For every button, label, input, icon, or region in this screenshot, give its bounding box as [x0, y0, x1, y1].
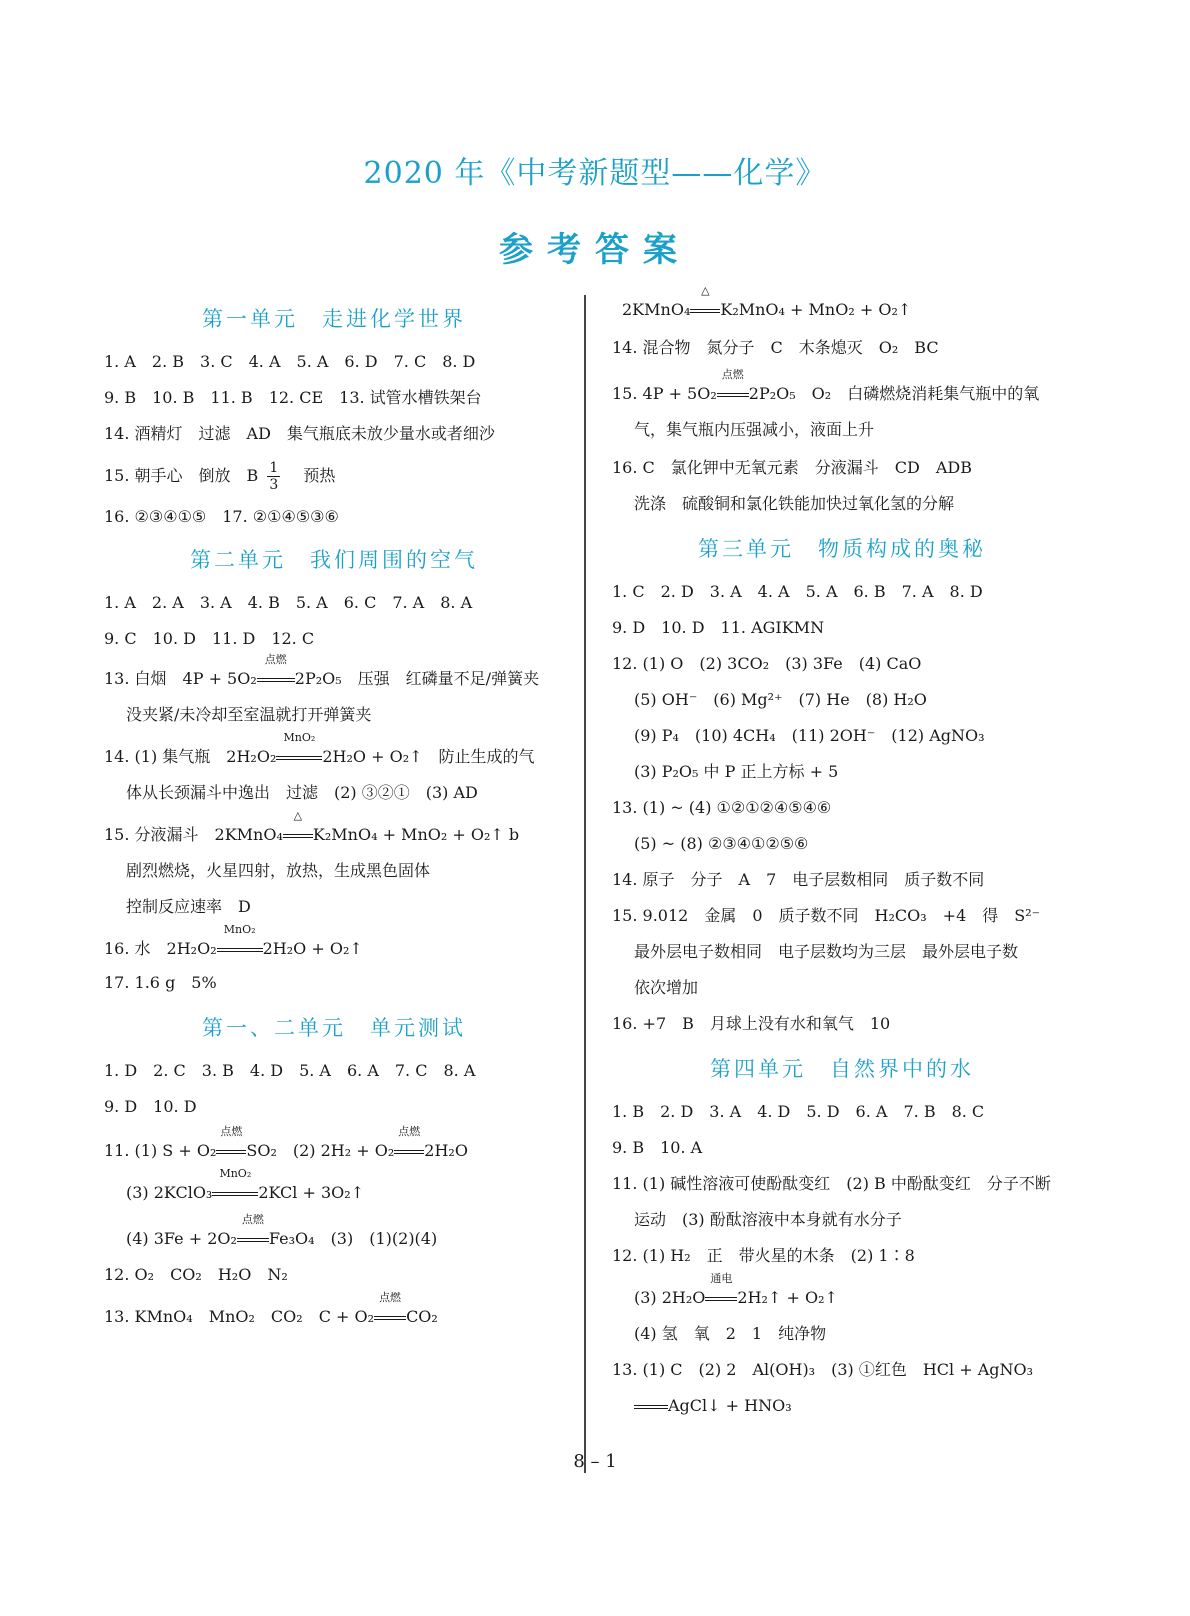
answer-text: 2KMnO₄ — [622, 300, 691, 319]
answer-text: 2P₂O₅ 压强 红磷量不足/弹簧夹 — [294, 669, 540, 688]
answer-text: 13. 白烟 4P + 5O₂ — [104, 669, 257, 688]
answer-line: 1. D 2. C 3. B 4. D 5. A 6. A 7. C 8. A — [104, 1061, 476, 1080]
reaction-arrow — [212, 1167, 258, 1203]
answer-text: K₂MnO₄ + MnO₂ + O₂↑ b — [312, 825, 520, 844]
answer-text: 2H₂O — [424, 1141, 468, 1160]
answer-text: 预热 — [303, 466, 336, 485]
reaction-condition: 点燃 — [264, 653, 287, 666]
answer-line: (5) ~ (8) ②③④①②⑤⑥ — [634, 834, 809, 853]
answer-text: 15. 朝手心 倒放 B — [104, 466, 259, 485]
reaction-arrow — [634, 1396, 668, 1416]
answer-line: 17. 1.6 g 5% — [104, 973, 217, 992]
reaction-arrow — [705, 1272, 737, 1308]
answer-line: (4) 氢 氧 2 1 纯净物 — [634, 1324, 827, 1343]
reaction-arrow — [283, 809, 313, 845]
reaction-condition: △ — [701, 284, 710, 297]
answer-text: Fe₃O₄ (3) (1)(2)(4) — [268, 1229, 438, 1248]
reaction-condition: 点燃 — [379, 1291, 402, 1304]
answer-line: 9. C 10. D 11. D 12. C — [104, 629, 315, 648]
reaction-condition: MnO₂ — [219, 1167, 252, 1180]
answer-text: 14. (1) 集气瓶 2H₂O₂ — [104, 747, 277, 766]
answer-line: 1. C 2. D 3. A 4. A 5. A 6. B 7. A 8. D — [612, 582, 983, 601]
section-heading-unit4: 第四单元 自然界中的水 — [710, 1057, 974, 1081]
reaction-arrow — [237, 1213, 269, 1249]
right-column — [612, 284, 1072, 1432]
answer-line: 12. (1) H₂ 正 带火星的木条 (2) 1∶8 — [612, 1246, 915, 1265]
answer-line — [126, 1213, 564, 1249]
answer-text: K₂MnO₄ + MnO₂ + O₂↑ — [720, 300, 912, 319]
section-heading-unit1: 第一单元 走进化学世界 — [202, 307, 466, 331]
answer-line: 9. B 10. B 11. B 12. CE 13. 试管水槽铁架台 — [104, 388, 482, 407]
answer-line: 1. B 2. D 3. A 4. D 5. D 6. A 7. B 8. C — [612, 1102, 985, 1121]
reaction-condition: MnO₂ — [223, 923, 256, 936]
answer-text: 11. (1) S + O₂ — [104, 1141, 217, 1160]
answer-line: 9. D 10. D 11. AGIKMN — [612, 618, 825, 637]
answer-line — [104, 1291, 564, 1327]
answer-text: 2KCl + 3O₂↑ — [258, 1183, 365, 1202]
section-heading-unit3: 第三单元 物质构成的奥秘 — [698, 537, 986, 561]
answer-line: 剧烈燃烧，火星四射，放热，生成黑色固体 — [126, 861, 431, 880]
answer-line: 洗涤 硫酸铜和氯化铁能加快过氧化氢的分解 — [634, 494, 955, 513]
fraction-denominator: 3 — [269, 477, 279, 493]
answer-text: 16. 水 2H₂O₂ — [104, 939, 217, 958]
reaction-arrow — [690, 284, 720, 320]
answer-line: (5) OH⁻ (6) Mg²⁺ (7) He (8) H₂O — [634, 690, 927, 709]
answer-line: 体从长颈漏斗中逸出 过滤 (2) ③②① (3) AD — [126, 783, 478, 802]
answer-line: 没夹紧/未冷却至室温就打开弹簧夹 — [126, 705, 372, 724]
answer-text: CO₂ — [406, 1307, 438, 1326]
left-column — [104, 300, 564, 1343]
answer-text: 15. 分液漏斗 2KMnO₄ — [104, 825, 283, 844]
section-heading-unit2: 第二单元 我们周围的空气 — [190, 548, 478, 572]
fraction-numerator: 1 — [269, 460, 279, 476]
answer-line: 气，集气瓶内压强减小，液面上升 — [634, 420, 875, 439]
reaction-condition: 点燃 — [220, 1125, 243, 1138]
reaction-condition: 点燃 — [398, 1125, 421, 1138]
answer-line: 13. (1) C (2) 2 Al(OH)₃ (3) ①红色 HCl + AgNO₃ — [612, 1360, 1034, 1379]
reaction-arrow — [394, 1125, 424, 1161]
answer-line: 16. C 氯化钾中无氧元素 分液漏斗 CD ADB — [612, 458, 972, 477]
reaction-arrow — [257, 653, 295, 689]
answer-text: 2P₂O₅ O₂ 白磷燃烧消耗集气瓶中的氧 — [748, 384, 1040, 403]
answer-text: 2H₂O + O₂↑ — [262, 939, 363, 958]
answer-line — [104, 460, 564, 493]
reaction-condition: 点燃 — [241, 1213, 264, 1226]
page-number: 8 – 1 — [573, 1451, 617, 1472]
answer-line — [634, 1396, 1072, 1416]
answer-line: 15. 9.012 金属 0 质子数不同 H₂CO₃ +4 得 S²⁻ — [612, 906, 1041, 925]
answer-line — [104, 1125, 564, 1161]
answer-text: SO₂ (2) 2H₂ + O₂ — [246, 1141, 395, 1160]
reaction-condition: 通电 — [710, 1272, 733, 1285]
fraction — [267, 460, 280, 493]
answer-line: 12. O₂ CO₂ H₂O N₂ — [104, 1265, 288, 1284]
answer-line: 11. (1) 碱性溶液可使酚酞变红 (2) B 中酚酞变红 分子不断 — [612, 1174, 1051, 1193]
column-divider — [584, 295, 586, 1473]
reaction-arrow — [717, 368, 749, 404]
reaction-condition: 点燃 — [721, 368, 744, 381]
section-heading-unit12-test: 第一、二单元 单元测试 — [202, 1016, 466, 1040]
reaction-arrow — [276, 731, 322, 767]
answer-line: 16. ②③④①⑤ 17. ②①④⑤③⑥ — [104, 507, 339, 526]
answer-line: 13. (1) ~ (4) ①②①②④⑤④⑥ — [612, 798, 832, 817]
answer-line — [104, 923, 564, 959]
answer-line: 控制反应速率 D — [126, 897, 251, 916]
answer-line: 14. 酒精灯 过滤 AD 集气瓶底未放少量水或者细沙 — [104, 424, 495, 443]
answer-line: 14. 混合物 氮分子 C 木条熄灭 O₂ BC — [612, 338, 939, 357]
answer-line — [104, 809, 564, 845]
answer-line: 12. (1) O (2) 3CO₂ (3) 3Fe (4) CaO — [612, 654, 922, 673]
answer-text: 2H₂O + O₂↑ 防止生成的气 — [322, 747, 535, 766]
answer-line — [104, 731, 564, 767]
answer-line: (3) P₂O₅ 中 P 正上方标 + 5 — [634, 762, 839, 781]
reaction-condition: △ — [293, 809, 303, 822]
answer-line: 9. B 10. A — [612, 1138, 703, 1157]
answer-text: 2H₂↑ + O₂↑ — [737, 1288, 838, 1307]
reaction-arrow — [374, 1291, 406, 1327]
answer-line: 1. A 2. A 3. A 4. B 5. A 6. C 7. A 8. A — [104, 593, 473, 612]
answer-text: (3) 2KClO₃ — [126, 1183, 213, 1202]
reaction-arrow — [217, 923, 263, 959]
answer-line — [104, 653, 564, 689]
reaction-arrow — [216, 1125, 246, 1161]
answer-line: 运动 (3) 酚酞溶液中本身就有水分子 — [634, 1210, 902, 1229]
answer-line: 依次增加 — [634, 978, 699, 997]
reaction-condition: MnO₂ — [283, 731, 316, 744]
answer-line — [622, 284, 1072, 320]
answer-text: (4) 3Fe + 2O₂ — [126, 1229, 237, 1248]
answer-text: (3) 2H₂O — [634, 1288, 706, 1307]
answer-text: AgCl↓ + HNO₃ — [668, 1396, 792, 1415]
page-title: 2020 年《中考新题型——化学》 — [363, 156, 827, 191]
answer-line — [612, 368, 1072, 404]
answer-line: (9) P₄ (10) 4CH₄ (11) 2OH⁻ (12) AgNO₃ — [634, 726, 985, 745]
answer-line — [634, 1272, 1072, 1308]
answer-text: 15. 4P + 5O₂ — [612, 384, 717, 403]
answer-line: 最外层电子数相同 电子层数均为三层 最外层电子数 — [634, 942, 1019, 961]
answer-text: 13. KMnO₄ MnO₂ CO₂ C + O₂ — [104, 1307, 375, 1326]
answer-line: 14. 原子 分子 A 7 电子层数相同 质子数不同 — [612, 870, 985, 889]
answer-line: 9. D 10. D — [104, 1097, 197, 1116]
answer-line: 16. +7 B 月球上没有水和氧气 10 — [612, 1014, 891, 1033]
answer-line — [126, 1167, 564, 1203]
page-subtitle: 参考答案 — [499, 230, 691, 270]
answer-line: 1. A 2. B 3. C 4. A 5. A 6. D 7. C 8. D — [104, 352, 476, 371]
